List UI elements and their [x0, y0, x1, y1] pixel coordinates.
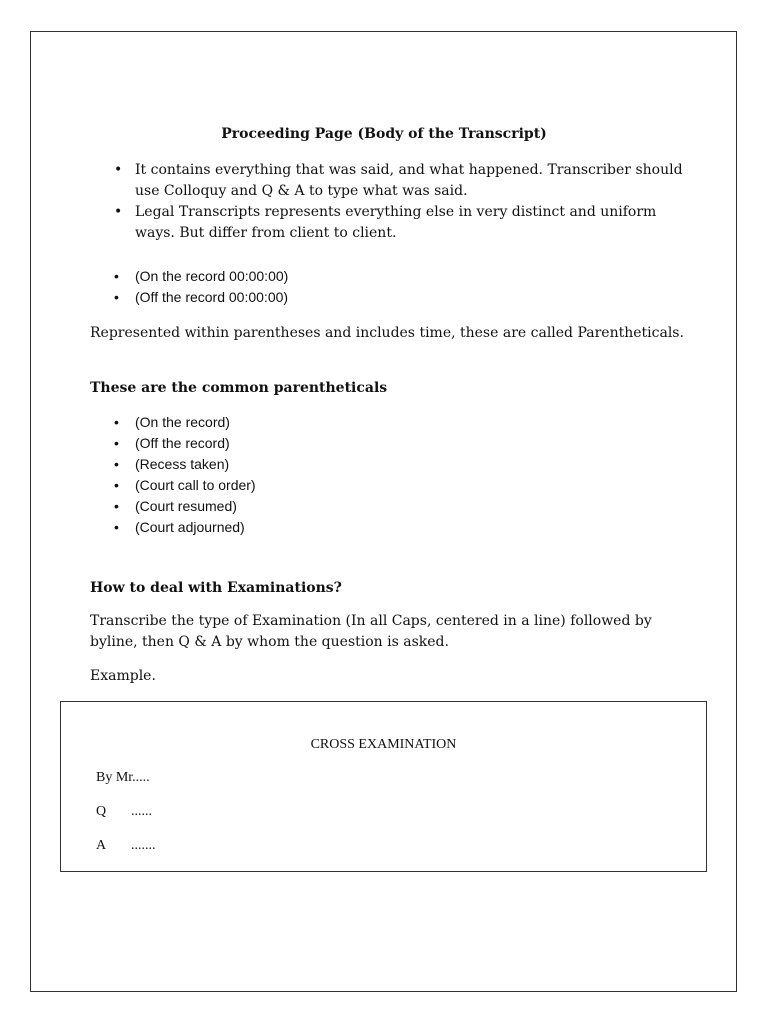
- list-item: • (Off the record): [90, 433, 690, 454]
- example-a-dots: .......: [131, 838, 156, 853]
- parentheticals-paragraph: Represented within parentheses and includes time, these are called Parentheticals.: [90, 325, 684, 341]
- list-item: • (On the record 00:00:00): [90, 266, 690, 287]
- list-item: • (On the record): [90, 412, 690, 433]
- list-item: • It contains everything that was said, and what happened. Transcriber should use Colloquy and Q & A to type what was said.: [90, 160, 690, 202]
- examinations-heading: How to deal with Examinations?: [90, 580, 342, 596]
- list-item: • (Court resumed): [90, 496, 690, 517]
- list-item: • Legal Transcripts represents everything else in very distinct and uniform ways. But differ from client to client.: [90, 202, 690, 244]
- intro-bullet-list: [90, 160, 690, 244]
- example-a-label: A: [96, 838, 107, 853]
- list-item: • (Court call to order): [90, 475, 690, 496]
- list-item: • (Court adjourned): [90, 517, 690, 538]
- common-parentheticals-heading: These are the common parentheticals: [90, 380, 388, 396]
- examinations-paragraph: Transcribe the type of Examination (In all Caps, centered in a line) followed by byline, then Q & A by whom the question is asked.: [90, 613, 652, 650]
- example-title: CROSS EXAMINATION: [310, 737, 457, 752]
- example-box: [60, 701, 707, 872]
- list-item: • (Off the record 00:00:00): [90, 287, 690, 308]
- example-byline: By Mr.....: [96, 770, 150, 785]
- example-q-label: Q: [96, 804, 107, 819]
- common-parentheticals-list: [90, 412, 690, 538]
- list-item: • (Recess taken): [90, 454, 690, 475]
- page-title: Proceeding Page (Body of the Transcript): [221, 126, 547, 142]
- example-q-dots: ......: [131, 804, 152, 819]
- record-bullet-list: [90, 266, 690, 308]
- example-label: Example.: [90, 668, 156, 684]
